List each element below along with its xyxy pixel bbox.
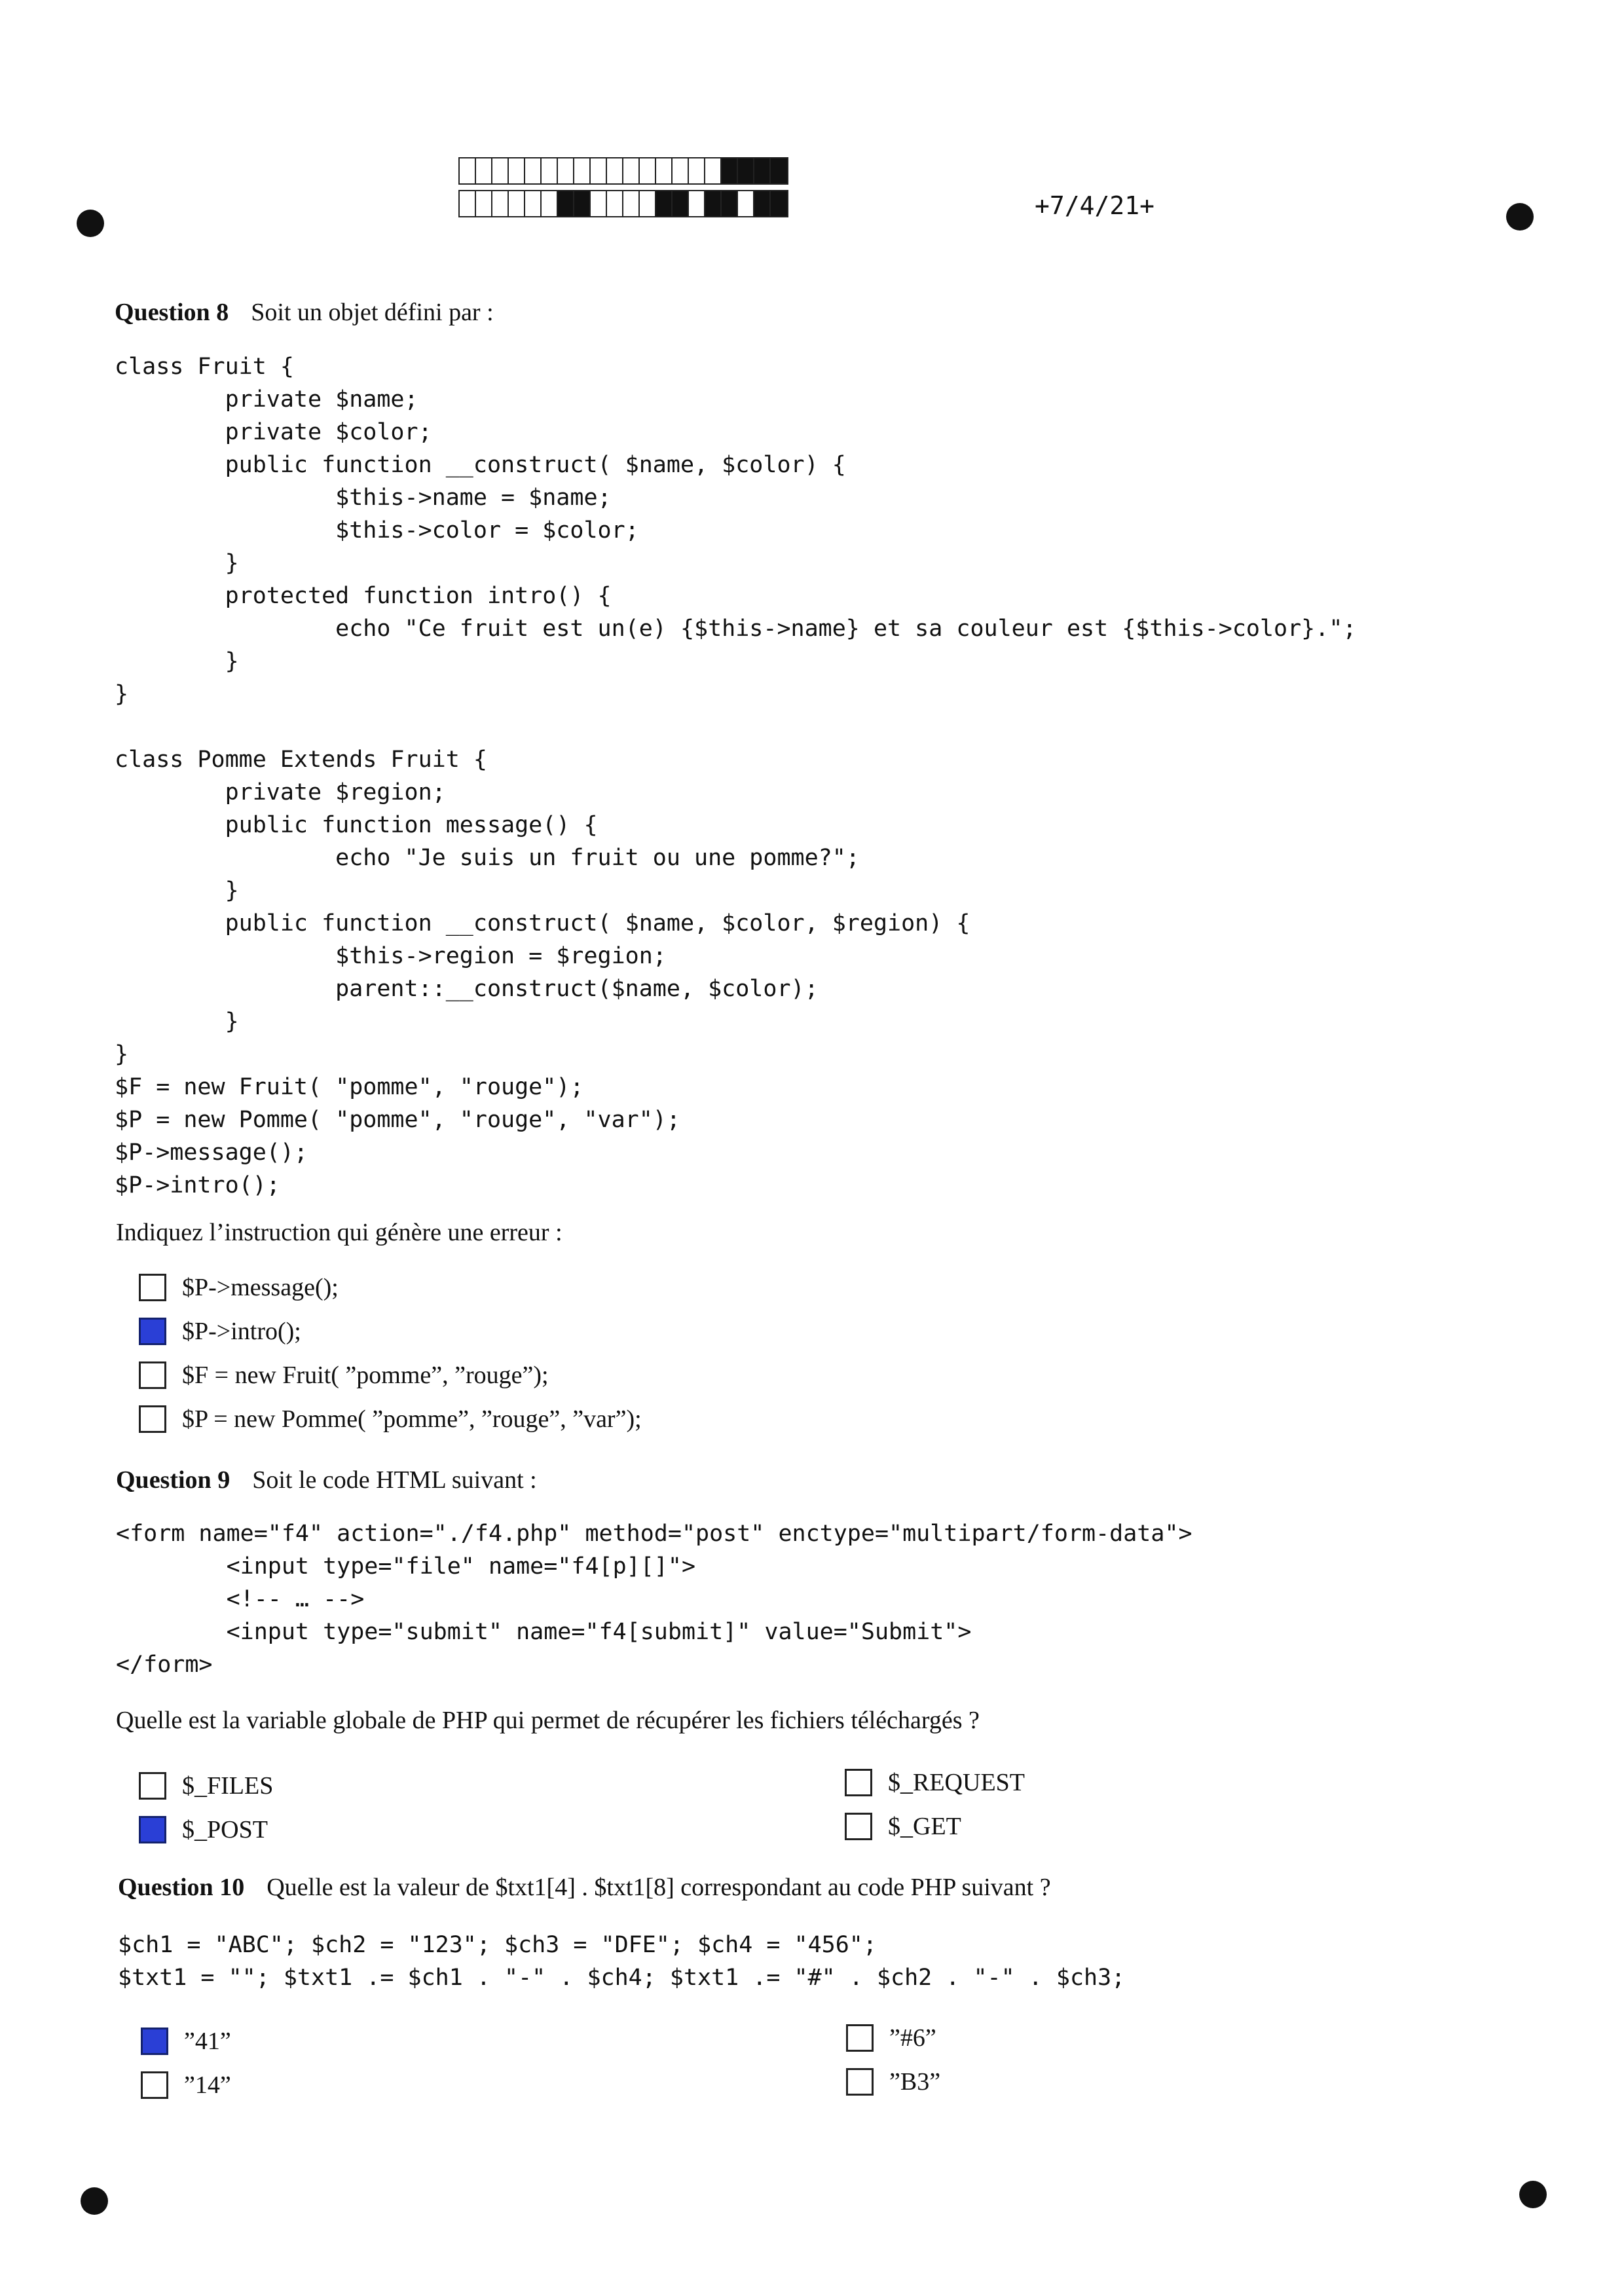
barcode-cell [492,158,509,183]
q9-choice-files[interactable] [139,1771,273,1800]
barcode-cell [754,191,771,216]
q10-choice-hash6-label: ”#6” [889,2024,936,2052]
barcode-cell [574,191,591,216]
barcode-cell [607,158,623,183]
barcode-cell [591,191,607,216]
q8-choice-4-checkbox[interactable] [139,1405,166,1433]
barcode-cell [738,191,754,216]
barcode-cell [542,158,558,183]
q10-choice-14[interactable] [141,2071,231,2100]
barcode-row-1 [458,157,788,185]
question-10-code: $ch1 = "ABC"; $ch2 = "123"; $ch3 = "DFE"; $ch4 = "456"; $txt1 = ""; $txt1 .= $ch1 . "-" . $ch4; $txt1 .= "#" . $ch2 . "-" . $ch3; [118,1932,1126,1991]
q9-choice-get-label: $_GET [888,1813,961,1840]
corner-dot-bottom-left [81,2187,108,2215]
barcode-cell [525,158,542,183]
barcode-cell [476,191,492,216]
barcode-cell [640,158,656,183]
question-9-label: Question 9 [116,1466,231,1494]
barcode-cell [689,158,705,183]
question-9-heading [116,1466,537,1494]
q8-choice-2-label: $P->intro(); [182,1318,301,1345]
q8-choice-1-checkbox[interactable] [139,1274,166,1301]
question-9-code: <form name="f4" action="./f4.php" method="post" enctype="multipart/form-data"> <input type="file" name="f4[p][]"> <!-- … --> <input type="submit" name="f4[submit]" value="Submit"> </form> [116,1521,1192,1678]
barcode-cell [738,158,754,183]
question-9-text: Soit le code HTML suivant : [252,1466,537,1494]
barcode-cell [591,158,607,183]
question-10-text: Quelle est la valeur de $txt1[4] . $txt1[8] correspondant au code PHP suivant ? [267,1874,1051,1901]
barcode-cell [623,191,640,216]
page-id: +7/4/21+ [1035,191,1155,220]
q9-choice-request[interactable] [845,1768,1025,1797]
barcode-cell [476,158,492,183]
barcode-cell [673,158,689,183]
barcode-cell [771,191,787,216]
q10-choice-b3[interactable] [846,2067,940,2096]
barcode-cell [525,191,542,216]
barcode-cell [509,158,525,183]
q10-choice-41-checkbox[interactable] [141,2028,168,2055]
corner-dot-top-right [1506,203,1534,231]
question-8-code: class Fruit { private $name; private $color; public function __construct( $name, $color) { $this->name = $name; $this->color = $color; } protected function intro() { echo "Ce fruit est un(e) {$this->name} et sa couleur est {$this->color}."; } } class Pomme Extends Fruit { private $region; public function message() { echo "Je suis un fruit ou une pomme?"; } public function __construct( $name, $color, $region) { $this->region = $region; parent::__construct($name, $color); } } $F = new Fruit( "pomme", "rouge"); $P = new Pomme( "pomme", "rouge", "var"); $P->message(); $P->intro(); [115,354,1357,1198]
barcode-cell [542,191,558,216]
barcode-cell [558,191,574,216]
q8-choice-1[interactable] [139,1273,339,1302]
barcode-cell [722,158,738,183]
barcode-cell [705,158,722,183]
q8-choice-4-label: $P = new Pomme( ”pomme”, ”rouge”, ”var”); [182,1405,642,1433]
barcode-cell [607,191,623,216]
q9-choice-post[interactable] [139,1815,268,1844]
barcode-cell [705,191,722,216]
q10-choice-14-checkbox[interactable] [141,2071,168,2099]
q10-choice-hash6-checkbox[interactable] [846,2024,874,2052]
barcode-cell [771,158,787,183]
q9-choice-post-checkbox[interactable] [139,1816,166,1843]
q8-choice-2-checkbox[interactable] [139,1318,166,1345]
barcode-row-2 [458,190,788,217]
q8-choice-2[interactable] [139,1317,301,1346]
q8-choice-3-label: $F = new Fruit( ”pomme”, ”rouge”); [182,1361,549,1389]
barcode-cell [492,191,509,216]
corner-dot-bottom-right [1519,2181,1547,2208]
q9-choice-request-checkbox[interactable] [845,1769,872,1796]
question-8-label: Question 8 [115,299,229,326]
question-8-heading [115,298,494,327]
q9-choice-files-label: $_FILES [182,1772,274,1800]
barcode-cell [509,191,525,216]
question-9-prompt: Quelle est la variable globale de PHP qui permet de récupérer les fichiers téléchargés ? [116,1707,980,1734]
q10-choice-hash6[interactable] [846,2024,936,2052]
barcode-cell [722,191,738,216]
q10-choice-b3-label: ”B3” [889,2068,941,2096]
q10-choice-41[interactable] [141,2027,231,2056]
barcode-cell [623,158,640,183]
barcode-cell [640,191,656,216]
q8-choice-1-label: $P->message(); [182,1274,339,1301]
q8-choice-4[interactable] [139,1405,642,1434]
q9-choice-files-checkbox[interactable] [139,1772,166,1800]
q8-choice-3[interactable] [139,1361,549,1390]
barcode-cell [460,158,476,183]
barcode-cell [673,191,689,216]
barcode-cell [574,158,591,183]
q10-choice-14-label: ”14” [184,2071,231,2099]
q8-choice-3-checkbox[interactable] [139,1361,166,1389]
corner-dot-top-left [77,210,104,237]
q10-choice-b3-checkbox[interactable] [846,2068,874,2096]
q10-choice-41-label: ”41” [184,2028,231,2055]
barcode-cell [558,158,574,183]
barcode-cell [689,191,705,216]
barcode-cell [656,158,673,183]
q9-choice-request-label: $_REQUEST [888,1769,1025,1796]
question-8-text: Soit un objet défini par : [251,299,494,326]
barcode-cell [754,158,771,183]
q9-choice-get-checkbox[interactable] [845,1813,872,1840]
question-10-heading [118,1873,1051,1902]
q9-choice-get[interactable] [845,1812,961,1841]
question-10-label: Question 10 [118,1874,245,1901]
question-8-prompt: Indiquez l’instruction qui génère une erreur : [116,1219,563,1246]
q9-choice-post-label: $_POST [182,1816,268,1843]
barcode-cell [656,191,673,216]
barcode-cell [460,191,476,216]
